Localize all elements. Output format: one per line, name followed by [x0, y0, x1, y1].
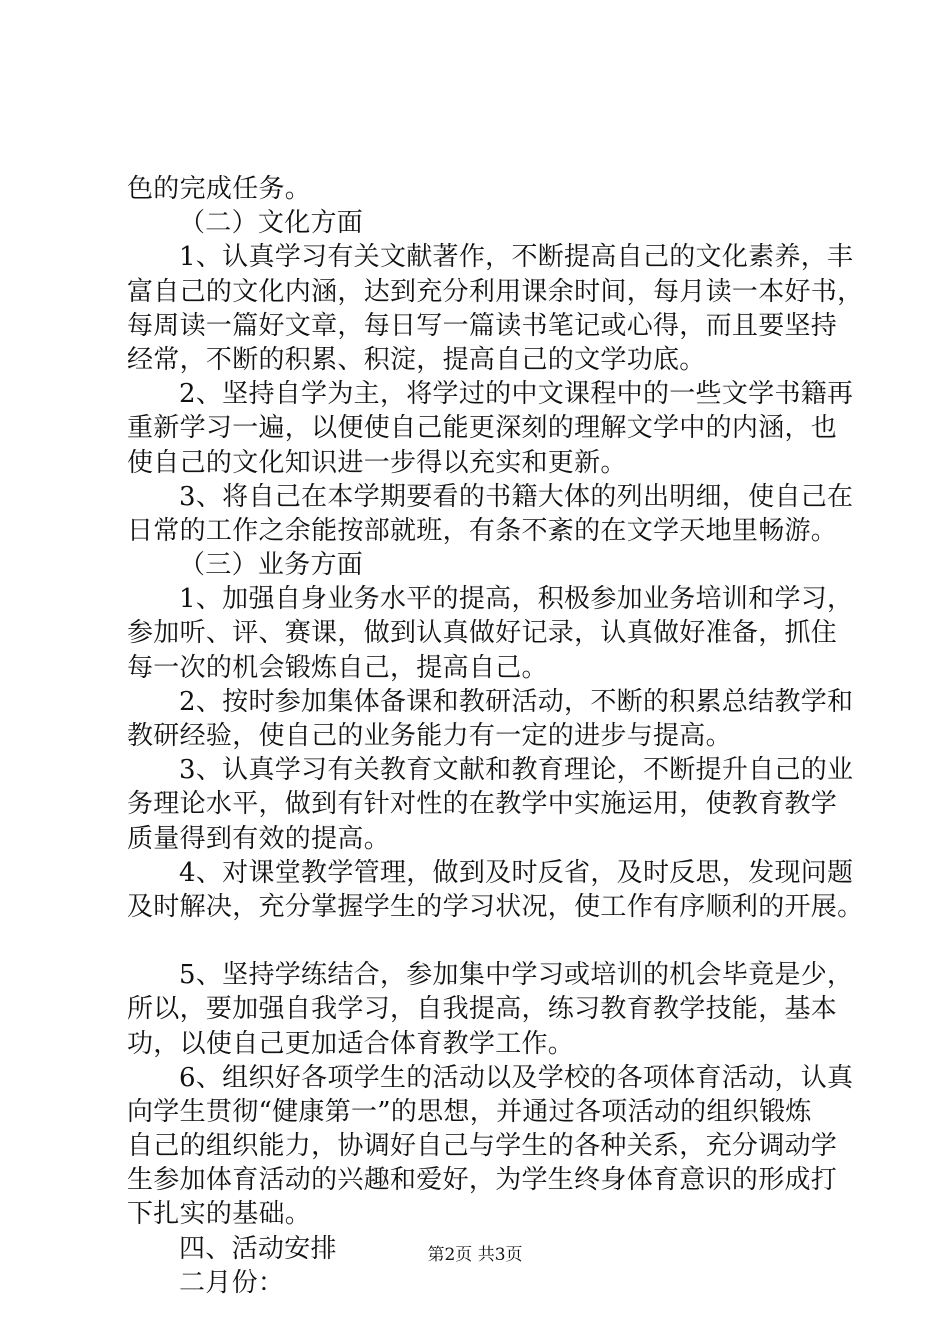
paragraph-gap — [127, 924, 827, 958]
text-line: 四、活动安排 — [179, 1233, 337, 1264]
text-line: 经常，不断的积累、积淀，提高自己的文学功底。 — [127, 344, 706, 375]
paragraph — [127, 206, 827, 240]
text-line: （二）文化方面 — [179, 208, 364, 239]
document-body — [127, 172, 864, 1300]
text-line: 下扎实的基础。 — [127, 1199, 312, 1230]
text-line: 2、坚持自学为主，将学过的中文课程中的一些文学书籍再 — [179, 379, 854, 410]
text-line: 及时解决，充分掌握学生的学习状况，使工作有序顺利的开展。 — [127, 891, 864, 922]
text-line: 向学生贯彻“健康第一”的思想，并通过各项活动的组织锻炼 — [127, 1096, 812, 1127]
paragraph — [127, 377, 854, 480]
text-line: 4、对课堂教学管理，做到及时反省，及时反思，发现问题 — [179, 857, 854, 888]
text-line: 自己的组织能力，协调好自己与学生的各种关系，充分调动学 — [127, 1131, 838, 1162]
paragraph — [127, 1061, 854, 1232]
text-line: 6、组织好各项学生的活动以及学校的各项体育活动，认真 — [179, 1062, 854, 1093]
text-line: 所以，要加强自我学习，自我提高，练习教育教学技能，基本 — [127, 994, 838, 1025]
text-line: 参加听、评、赛课，做到认真做好记录，认真做好准备，抓住 — [127, 618, 838, 649]
text-line: 日常的工作之余能按部就班，有条不紊的在文学天地里畅游。 — [127, 515, 838, 546]
text-line: 色的完成任务。 — [127, 174, 312, 204]
paragraph — [127, 172, 827, 206]
text-line: 每周读一篇好文章，每日写一篇读书笔记或心得，而且要坚持 — [127, 310, 838, 341]
text-line: 二月份： — [179, 1267, 285, 1298]
paragraph — [127, 753, 854, 856]
paragraph — [127, 958, 854, 1061]
text-line: 务理论水平，做到有针对性的在教学中实施运用，使教育教学 — [127, 789, 838, 820]
text-line: 使自己的文化知识进一步得以充实和更新。 — [127, 447, 627, 478]
text-line: 5、坚持学练结合，参加集中学习或培训的机会毕竟是少， — [179, 960, 854, 991]
text-line: 重新学习一遍，以便使自己能更深刻的理解文学中的内涵，也 — [127, 413, 838, 444]
paragraph — [127, 685, 854, 753]
text-line: 生参加体育活动的兴趣和爱好，为学生终身体育意识的形成打 — [127, 1165, 838, 1196]
paragraph — [127, 856, 864, 924]
page-footer: 第2页 共3页 — [427, 1245, 523, 1265]
paragraph — [127, 548, 827, 582]
paragraph — [127, 480, 854, 548]
text-line: 1、加强自身业务水平的提高，积极参加业务培训和学习， — [179, 584, 854, 615]
text-line: 功，以使自己更加适合体育教学工作。 — [127, 1028, 575, 1059]
text-line: 教研经验，使自己的业务能力有一定的进步与提高。 — [127, 721, 732, 751]
text-line: （三）业务方面 — [179, 550, 364, 581]
text-line: 富自己的文化内涵，达到充分利用课余时间，每月读一本好书， — [127, 276, 864, 307]
text-line: 每一次的机会锻炼自己，提高自己。 — [127, 652, 548, 683]
text-line: 2、按时参加集体备课和教研活动，不断的积累总结教学和 — [179, 686, 854, 717]
text-line: 1、认真学习有关文献著作，不断提高自己的文化素养，丰 — [179, 242, 854, 273]
text-line: 质量得到有效的提高。 — [127, 823, 391, 854]
paragraph — [127, 1266, 827, 1300]
paragraph — [127, 240, 864, 377]
paragraph — [127, 582, 854, 685]
text-line: 3、将自己在本学期要看的书籍大体的列出明细，使自己在 — [179, 481, 854, 512]
text-line: 3、认真学习有关教育文献和教育理论，不断提升自己的业 — [179, 755, 854, 786]
